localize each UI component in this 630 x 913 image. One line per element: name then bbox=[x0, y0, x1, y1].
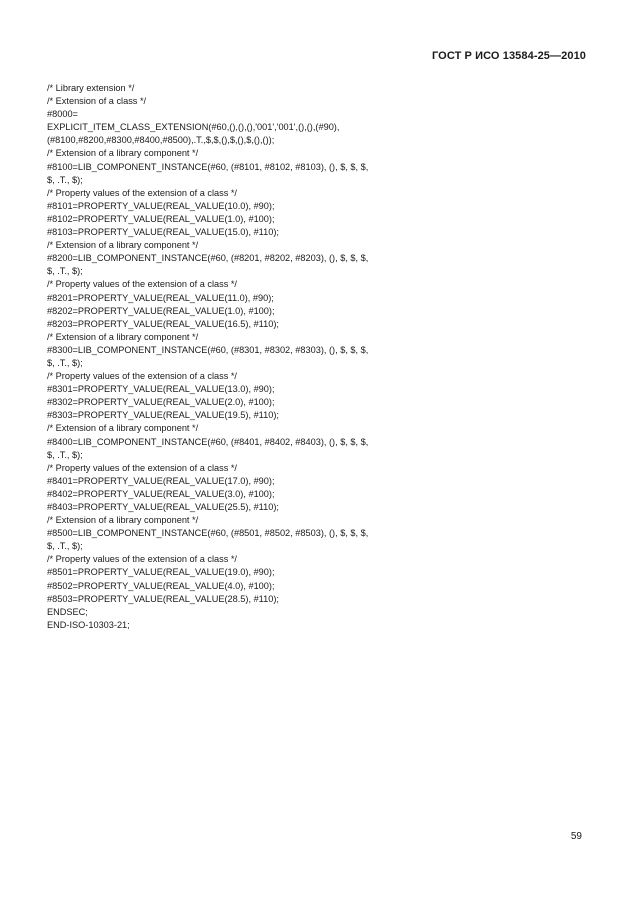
code-line: $, .T., $); bbox=[47, 449, 83, 460]
code-line: /* Library extension */ bbox=[47, 83, 135, 93]
code-line: EXPLICIT_ITEM_CLASS_EXTENSION(#60,(),(),(),'001','001',(),(),(#90), bbox=[47, 122, 340, 133]
code-line: #8502=PROPERTY_VALUE(REAL_VALUE(4.0), #100); bbox=[47, 580, 275, 591]
code-line: #8202=PROPERTY_VALUE(REAL_VALUE(1.0), #100); bbox=[47, 305, 275, 316]
document-header: ГОСТ Р ИСО 13584-25—2010 bbox=[431, 50, 586, 62]
code-line: /* Property values of the extension of a class */ bbox=[47, 279, 237, 290]
code-line: #8401=PROPERTY_VALUE(REAL_VALUE(17.0), #90); bbox=[47, 475, 275, 486]
code-line: #8101=PROPERTY_VALUE(REAL_VALUE(10.0), #90); bbox=[47, 200, 275, 211]
page-number: 59 bbox=[570, 831, 582, 842]
code-line: /* Extension of a class */ bbox=[47, 96, 147, 107]
code-line: /* Property values of the extension of a class */ bbox=[47, 187, 237, 198]
code-line: END-ISO-10303-21; bbox=[47, 619, 130, 630]
code-line: #8402=PROPERTY_VALUE(REAL_VALUE(3.0), #100); bbox=[47, 488, 275, 499]
code-line: #8302=PROPERTY_VALUE(REAL_VALUE(2.0), #100); bbox=[47, 397, 275, 408]
code-line: $, .T., $); bbox=[47, 266, 83, 277]
code-line: #8501=PROPERTY_VALUE(REAL_VALUE(19.0), #90); bbox=[47, 567, 275, 578]
code-line: #8301=PROPERTY_VALUE(REAL_VALUE(13.0), #90); bbox=[47, 384, 275, 395]
code-listing bbox=[47, 82, 592, 632]
code-line: /* Extension of a library component */ bbox=[47, 148, 199, 159]
code-line: #8203=PROPERTY_VALUE(REAL_VALUE(16.5), #110); bbox=[47, 318, 279, 329]
code-line: /* Extension of a library component */ bbox=[47, 331, 199, 342]
code-line: $, .T., $); bbox=[47, 357, 83, 368]
code-line: /* Extension of a library component */ bbox=[47, 240, 199, 251]
code-line: /* Extension of a library component */ bbox=[47, 423, 199, 434]
code-line: /* Extension of a library component */ bbox=[47, 515, 199, 526]
code-line: /* Property values of the extension of a class */ bbox=[47, 554, 237, 565]
code-line: #8400=LIB_COMPONENT_INSTANCE(#60, (#8401, #8402, #8403), (), $, $, $, bbox=[47, 436, 369, 447]
code-line: #8100=LIB_COMPONENT_INSTANCE(#60, (#8101, #8102, #8103), (), $, $, $, bbox=[47, 161, 369, 172]
code-line: /* Property values of the extension of a class */ bbox=[47, 371, 237, 382]
code-line: $, .T., $); bbox=[47, 541, 83, 552]
code-line: #8300=LIB_COMPONENT_INSTANCE(#60, (#8301, #8302, #8303), (), $, $, $, bbox=[47, 344, 369, 355]
code-line: (#8100,#8200,#8300,#8400,#8500),.T.,$,$,(),$,(),$,(),()); bbox=[47, 135, 275, 146]
code-line: $, .T., $); bbox=[47, 174, 83, 185]
code-line: #8503=PROPERTY_VALUE(REAL_VALUE(28.5), #110); bbox=[47, 593, 279, 604]
code-line: ENDSEC; bbox=[47, 606, 88, 617]
code-line: #8103=PROPERTY_VALUE(REAL_VALUE(15.0), #110); bbox=[47, 227, 279, 238]
code-line: #8303=PROPERTY_VALUE(REAL_VALUE(19.5), #110); bbox=[47, 410, 279, 421]
code-line: #8500=LIB_COMPONENT_INSTANCE(#60, (#8501, #8502, #8503), (), $, $, $, bbox=[47, 528, 369, 539]
code-line: #8200=LIB_COMPONENT_INSTANCE(#60, (#8201, #8202, #8203), (), $, $, $, bbox=[47, 253, 369, 264]
code-line: #8000= bbox=[47, 109, 78, 120]
code-line: #8102=PROPERTY_VALUE(REAL_VALUE(1.0), #100); bbox=[47, 213, 275, 224]
code-line: /* Property values of the extension of a class */ bbox=[47, 462, 237, 473]
code-line: #8403=PROPERTY_VALUE(REAL_VALUE(25.5), #110); bbox=[47, 502, 279, 512]
code-line: #8201=PROPERTY_VALUE(REAL_VALUE(11.0), #90); bbox=[47, 292, 274, 303]
